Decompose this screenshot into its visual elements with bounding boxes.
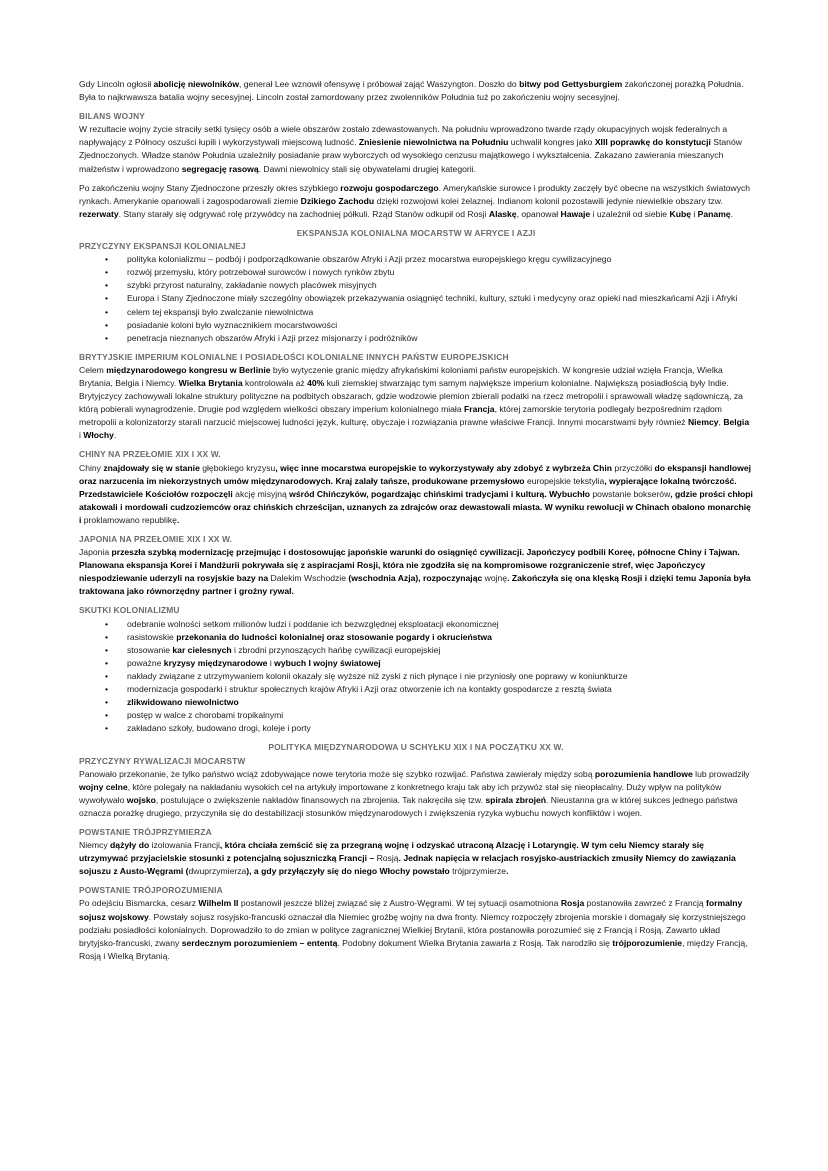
- bold-text: Rosja: [560, 898, 585, 909]
- list-item: [79, 618, 753, 631]
- bold-text: Włochy: [83, 430, 114, 441]
- text-run: . Dawni niewolnicy stali się obywatelami drugiej kategorii.: [258, 163, 476, 174]
- bold-text: Kubę: [669, 208, 691, 219]
- text-run: celem tej ekspansji było zwalczanie niewolnictwa: [127, 306, 314, 317]
- bold-text: (wschodnia Azja), rozpoczynając: [346, 573, 485, 584]
- rywalizacja-paragraph: [79, 768, 753, 820]
- text-run: izolowania Francji: [151, 840, 220, 851]
- bold-text: .: [176, 514, 180, 525]
- bold-text: dążyły do: [107, 840, 152, 851]
- section-heading-chiny: CHINY NA PRZEŁOMIE XIX I XX W.: [79, 449, 221, 460]
- text-run: . Amerykańskie surowce i produkty zaczęły być obecne na wszystkich światowych rynkach. Amerykanie opanowali i zagospodarowali ziemie: [79, 182, 751, 206]
- text-run: rozwój przemysłu, który potrzebował surowców i nowych rynków zbytu: [127, 267, 395, 278]
- text-run: Chiny: [79, 462, 101, 473]
- list-item: [79, 332, 753, 345]
- text-run: . Podobny dokument Wielka Brytania zawarła z Rosją. Tak narodziło się: [337, 937, 613, 948]
- section-heading-skutki: SKUTKI KOLONIALIZMU: [79, 605, 180, 616]
- text-run: Europa i Stany Zjednoczone miały szczególny obowiązek przekazywania osiągnięć techniki, kultury, sztuki i medycyny oraz opieki nad mieszkańcami Azji i Afryki: [127, 293, 738, 304]
- bullet-icon: •: [105, 319, 109, 330]
- bullet-icon: •: [105, 684, 109, 695]
- bold-text: Zniesienie niewolnictwa na Południu: [358, 137, 509, 148]
- bullet-icon: •: [105, 280, 109, 291]
- bold-text: spirala zbrojeń: [485, 794, 547, 805]
- text-run: , między Francją, Rosją i Wielką Brytanią.: [79, 937, 748, 961]
- bold-text: wojsko: [126, 794, 156, 805]
- text-run: postanowił jeszcze bliżej związać się z Austro-Węgrami. W tej sytuacji osamotniona: [238, 898, 561, 909]
- text-run: Dalekim Wschodzie: [270, 573, 346, 584]
- text-run: .: [113, 430, 117, 441]
- text-run: dwuprzymierza: [188, 866, 247, 877]
- list-item: [79, 709, 753, 722]
- trojprzymierze-paragraph: [79, 839, 753, 878]
- list-item: [79, 696, 753, 709]
- text-run: kontrolowała aż: [242, 377, 308, 388]
- bilans-paragraph: [79, 123, 753, 175]
- section-heading-przyczyny-ekspansji: PRZYCZYNY EKSPANSJI KOLONIALNEJ: [79, 241, 246, 252]
- bold-text: przekonania do ludności kolonialnej oraz stosowanie pogardy i okrucieństwa: [173, 631, 492, 642]
- text-run: Niemcy: [79, 840, 108, 851]
- text-run: i: [79, 430, 84, 441]
- bullet-icon: •: [105, 670, 109, 681]
- bold-text: rezerwaty: [79, 208, 119, 219]
- text-run: Rosją: [376, 853, 399, 864]
- bold-text: Niemcy: [687, 417, 719, 428]
- bold-text: porozumienia handlowe: [594, 768, 693, 779]
- bold-text: . Jednak napięcia w relacjach rosyjsko-austriackich zmusiły Niemcy do zawiązania sojuszu z Austo-Węgrami (: [79, 853, 736, 877]
- bullet-icon: •: [105, 644, 109, 655]
- list-item: [79, 644, 753, 657]
- section-heading-trojprzymierze: POWSTANIE TRÓJPRZYMIERZA: [79, 826, 212, 837]
- text-run: proklamowano republikę: [83, 514, 177, 525]
- text-run: stosowanie: [127, 644, 173, 655]
- bold-text: , która chciała zemścić się za przegraną wojnę i odzyskać utraconą Alzację i Lotaryngię. W tym celu Niemcy starały się utrzymywać przyjacielskie stosunki z potencjalną sojuszniczką Francji –: [79, 840, 704, 864]
- text-run: odebranie wolności setkom milionów ludzi i poddanie ich bezwzględnej eksploatacji ekonomicznej: [127, 618, 499, 629]
- bold-text: , więc inne mocarstwa europejskie to wykorzystywały aby zdobyć z wybrzeża Chin: [275, 462, 615, 473]
- bold-text: 40%: [307, 377, 325, 388]
- text-run: europejskie tekstylia: [526, 475, 605, 486]
- text-run: było wytyczenie granic między afrykańskimi koloniami państw europejskich. W kongresie udział wzięła Francja, Wielka Brytania, Belgia i Niemcy.: [79, 364, 723, 388]
- list-item: [79, 670, 753, 683]
- bold-text: segregację rasową: [181, 163, 259, 174]
- text-run: , postulujące o zwiększenie nakładów finansowych na zbrojenia. Tak nakręciła się tzw.: [155, 794, 486, 805]
- text-run: uchwalił kongres jako: [508, 137, 595, 148]
- bold-text: Wilhelm II: [198, 898, 239, 909]
- text-run: .: [730, 208, 734, 219]
- bold-text: abolicję niewolników: [153, 79, 240, 89]
- text-run: akcję misyjną: [235, 488, 287, 499]
- bold-text: wybuch I wojny światowej: [274, 657, 381, 668]
- text-run: i uzależnił od siebie: [590, 208, 670, 219]
- text-run: kuli ziemskiej stwarzając tym samym największe imperium kolonialne. Największą posiadłością były Indie. Brytyjczycy zachowywali lokalne struktury polityczne na podbitych obszarach, gdzie wodzowie plemion zbierali podatki na rzecz metropolii i sprawowali władzę sądowniczą, za którą pobierali wynagrodzenie. Drugie pod względem wielkości obszary imperium kolonialnego miała: [79, 377, 743, 415]
- imperium-paragraph: [79, 364, 753, 443]
- bold-text: . Zakończyła się ona klęską Rosji i dzięki temu Japonia była traktowana jako równorzędny partner i groźny rywal.: [79, 573, 751, 597]
- text-run: postanowiła zawrzeć z Francją: [584, 898, 707, 909]
- bold-text: Panamę: [697, 208, 731, 219]
- list-item: [79, 279, 753, 292]
- bold-text: kar cielesnych: [172, 644, 232, 655]
- list-item: [79, 253, 753, 266]
- text-run: polityka kolonializmu – podbój i podporządkowanie obszarów Afryki i Azji przez mocarstwa europejskiego kręgu cywilizacyjnego: [127, 254, 612, 265]
- bold-text: serdecznym porozumieniem – ententą: [181, 937, 338, 948]
- bold-text: Dzikiego Zachodu: [300, 195, 375, 206]
- text-run: Japonia: [79, 547, 110, 558]
- bold-text: , gdzie prości chłopi atakowali i mordowali cudzoziemców oraz chińskich chrześcijan, uznanych za zdrajców oraz dewastowali miasta. W wyniku rewolucji w Chinach obalono monarchię i: [79, 488, 753, 525]
- bold-text: Alaskę: [488, 208, 517, 219]
- bold-text: Wielka Brytania: [178, 377, 243, 388]
- text-run: powstanie bokserów: [592, 488, 671, 499]
- text-run: , której zamorskie terytoria podlegały bezpośrednim rządom metropolii a kolonizatorzy starali narzucić miejscowej ludności język, kulturę, obyczaje i rozwiązania prawne właściwe Francji. Innymi mocarstwami były również: [79, 404, 722, 428]
- text-run: dzięki rozwojowi kolei żelaznej. Indianom kolonii pozostawili jedynie niewielkie obszary tzw.: [374, 195, 723, 206]
- document-page: [79, 78, 753, 969]
- bullet-icon: •: [105, 657, 109, 668]
- list-item: [79, 722, 753, 735]
- bullet-icon: •: [105, 697, 109, 708]
- text-run: rasistowskie: [127, 631, 174, 642]
- text-run: Po zakończeniu wojny Stany Zjednoczone przeszły okres szybkiego: [79, 182, 341, 193]
- text-run: i: [690, 208, 698, 219]
- text-run: głębokiego kryzysu: [202, 462, 276, 473]
- text-run: modernizacja gospodarki i struktur społecznych krajów Afryki i Azji oraz otworzenie ich na kontakty gospodarcze z resztą świata: [127, 684, 612, 695]
- text-run: zakładano szkoły, budowano drogi, koleje i porty: [127, 723, 311, 734]
- section-title-polityka: POLITYKA MIĘDZYNARODOWA U SCHYŁKU XIX I NA POCZĄTKU XX W.: [268, 742, 564, 753]
- text-run: postęp w walce z chorobami tropikalnymi: [127, 710, 284, 721]
- text-run: poważne: [127, 657, 164, 668]
- text-run: , opanował: [516, 208, 561, 219]
- text-run: Stanów Zjednoczonych. Władze stanów Południa uzależniły posiadanie praw wyborczych od wysokiego cenzusu majątkowego i wykształcenia. Zakazano zawierania mieszanych małżeństw i wprowadzono: [79, 137, 742, 174]
- bold-text: znajdowały się w stanie: [100, 462, 203, 473]
- text-run: penetracja nieznanych obszarów Afryki i Azji przez misjonarzy i podróżników: [127, 332, 418, 343]
- text-run: przyczółki: [614, 462, 653, 473]
- text-run: zakończonej porażką Południa. Była to najkrwawsza batalia wojny secesyjnej. Lincoln został zamordowany przez zwolenników Południa tuż po zakończeniu wojny secesyjnej.: [79, 79, 744, 103]
- text-run: Po odejściu Bismarcka, cesarz: [79, 898, 199, 909]
- bold-text: .: [506, 866, 509, 877]
- list-item: [79, 292, 753, 305]
- bold-text: wśród Chińczyków, pogardzając chińskimi tradycjami i kulturą. Wybuchło: [286, 488, 593, 499]
- text-run: Panowało przekonanie, że tylko państwo wciąż zdobywające nowe terytoria może się szybko rozwijać. Państwa zawierały między sobą: [79, 768, 595, 779]
- bullet-icon: •: [105, 710, 109, 721]
- causes-list: [79, 253, 753, 345]
- list-item: [79, 631, 753, 644]
- text-run: . Nieustanna gra w której sukces jednego państwa oznacza porażkę drugiego, przyczyniła się do destabilizacji stosunków międzynarodowych i zwiększenia ryzyka wybuchu nowych konfliktów i wojen.: [79, 794, 738, 818]
- bold-text: Hawaje: [560, 208, 591, 219]
- text-run: W rezultacie wojny życie straciły setki tysięcy osób a wiele obszarów zostało zdewastowanych. Na południu wprowadzono twarde rządy okupacyjnych wojsk federalnych a napływający z Północy oszuści łupili i wykorzystywali miejscową ludność.: [79, 124, 728, 148]
- text-run: , które polegały na nakładaniu wysokich ceł na artykuły importowane z konkretnego kraju tak aby ich przywóz stał się nieopłacalny. Duży wpływ na polityków wywoływało: [79, 781, 722, 805]
- text-run: Gdy Lincoln ogłosił: [79, 79, 154, 89]
- text-run: nakłady związane z utrzymywaniem kolonii okazały się wyższe niż zyski z nich płynące i nie przyniosły one poprawy w koniunkturze: [127, 670, 628, 681]
- text-run: , generał Lee wznowił ofensywę i próbował zająć Waszyngton. Doszło do: [239, 79, 520, 89]
- bold-text: przeszła szybką modernizację przejmując i dostosowując japońskie warunki do osiągnięć cywilizacji. Japończycy podbili Koreę, północne Chiny i Tajwan. Planowana ekspansja Korei i Mandżurii pokrywała się z aspiracjami Rosji, która nie zgodziła się na kompromisowe rozgraniczenie stref, więc Japończycy niespodziewanie uderzyli na rosyjskie bazy na: [79, 547, 740, 584]
- section-heading-japonia: JAPONIA NA PRZEŁOMIE XIX I XX W.: [79, 534, 233, 544]
- bold-text: formalny sojusz wojskowy: [79, 898, 743, 922]
- bold-text: XIII poprawkę do konstytucji: [594, 137, 711, 148]
- bullet-icon: •: [105, 306, 109, 317]
- text-run: lub prowadziły: [692, 768, 750, 779]
- bold-text: Belgia: [723, 417, 750, 428]
- bold-text: ), a gdy przyłączyły się do niego Włochy powstało: [246, 866, 453, 877]
- text-run: Celem: [79, 364, 107, 375]
- text-run: wojnę: [484, 573, 508, 584]
- bullet-icon: •: [105, 332, 109, 343]
- intro-paragraph: [79, 78, 753, 104]
- bold-text: rozwoju gospodarczego: [340, 182, 439, 193]
- japonia-paragraph: [79, 546, 753, 598]
- section-heading-rywalizacja: PRZYCZYNY RYWALIZACJI MOCARSTW: [79, 755, 246, 766]
- text-run: trójprzymierze: [452, 866, 507, 877]
- bullet-icon: •: [105, 631, 109, 642]
- text-run: i: [267, 657, 275, 668]
- bold-text: Francja: [464, 404, 495, 415]
- text-run: . Powstały sojusz rosyjsko-francuski oznaczał dla Niemiec groźbę wojny na dwa fronty. Niemcy rozpoczęły zbrojenia morskie i domagały się korzystniejszego podziału posiadłości kolonialnych. Doprowadziło to do zmian w polityce zagranicznej Wielkiej Brytanii, która postanowiła porozumieć się z Francją i Rosją. Zawarto układ brytyjsko-francuski, zwany: [79, 911, 746, 948]
- list-item: [79, 266, 753, 279]
- bold-text: trójporozumienie: [612, 937, 683, 948]
- bold-text: zlikwidowano niewolnictwo: [127, 697, 239, 708]
- bold-text: , wypierające lokalną twórczość. Przedstawiciele Kościołów rozpoczęli: [79, 475, 737, 499]
- list-item: [79, 319, 753, 332]
- section-heading-bilans: BILANS WOJNY: [79, 111, 146, 122]
- trojporozumienie-paragraph: [79, 897, 753, 962]
- text-run: szybki przyrost naturalny, zakładanie nowych placówek misyjnych: [127, 280, 377, 291]
- text-run: i zbrodni przynoszących hańbę cywilizacji europejskiej: [231, 644, 441, 655]
- list-item: [79, 683, 753, 696]
- chiny-paragraph: [79, 462, 753, 527]
- bold-text: międzynarodowego kongresu w Berlinie: [106, 364, 271, 375]
- text-run: ,: [718, 417, 724, 428]
- text-run: . Stany starały się odgrywać rolę przywódcy na zachodniej półkuli. Rząd Stanów odkupił od Rosji: [118, 208, 489, 219]
- text-run: posiadanie koloni było wyznacznikiem mocarstwowości: [127, 319, 338, 330]
- section-heading-trojporozumienie: POWSTANIE TRÓJPOROZUMIENIA: [79, 885, 223, 896]
- effects-list: [79, 618, 753, 736]
- section-heading-imperium: BRYTYJSKIE IMPERIUM KOLONIALNE I POSIADŁOŚCI KOLONIALNE INNYCH PAŃSTW EUROPEJSKICH: [79, 351, 509, 362]
- bilans-paragraph: [79, 182, 753, 221]
- section-title-ekspansja: EKSPANSJA KOLONIALNA MOCARSTW W AFRYCE I AZJI: [296, 227, 536, 238]
- bold-text: bitwy pod Gettysburgiem: [519, 79, 623, 89]
- bullet-icon: •: [105, 618, 109, 629]
- list-item: [79, 657, 753, 670]
- bold-text: wojny celne: [79, 781, 128, 792]
- list-item: [79, 306, 753, 319]
- bullet-icon: •: [105, 267, 109, 278]
- bullet-icon: •: [105, 723, 109, 734]
- bullet-icon: •: [105, 293, 109, 304]
- bullet-icon: •: [105, 254, 109, 265]
- bold-text: do ekspansji handlowej oraz narzucenia im niekorzystnych umów międzynarodowych. Kraj zalały tańsze, produkowane przemysłowo: [79, 462, 752, 486]
- bold-text: kryzysy międzynarodowe: [163, 657, 268, 668]
